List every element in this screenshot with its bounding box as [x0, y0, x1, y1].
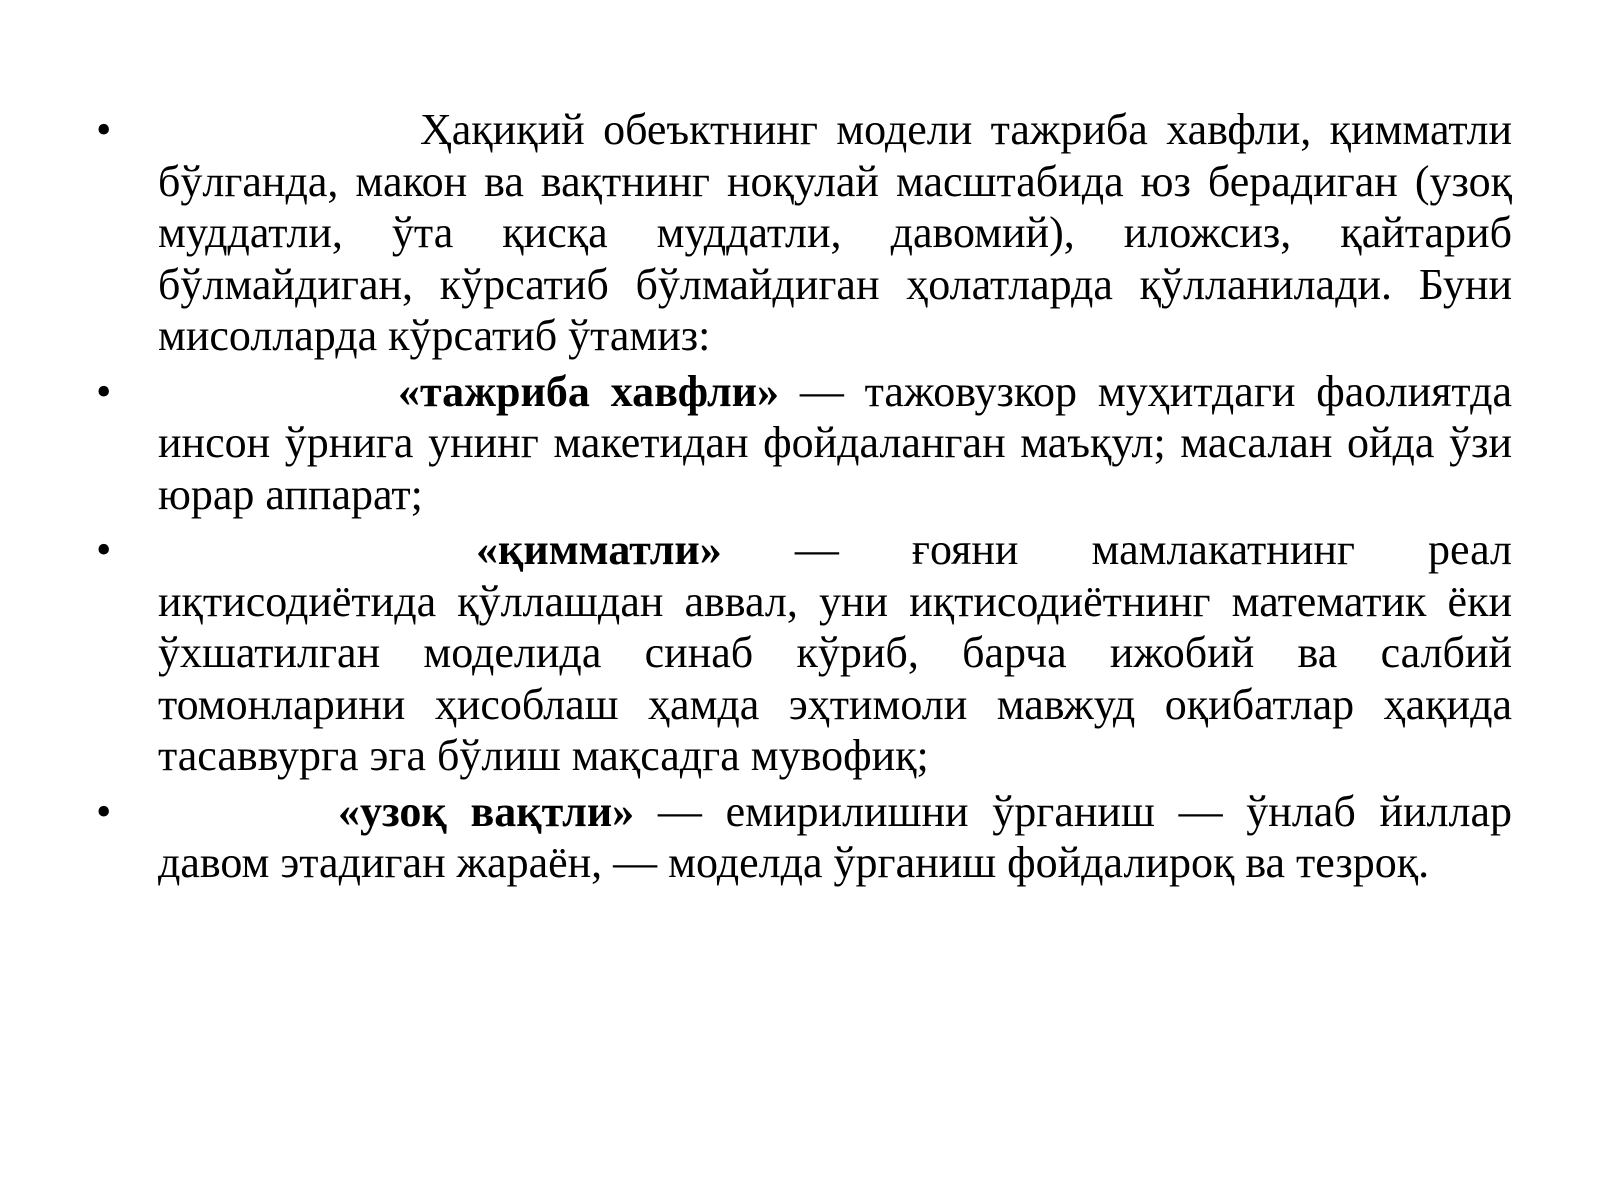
bullet-item-expensive — [96, 524, 1512, 782]
bullet-dot-icon: • — [96, 366, 112, 416]
bullet-item-long-term — [96, 786, 1512, 889]
bullet-term: «тажриба хавфли» — [398, 366, 780, 416]
bullet-text: — емирилишни ўрганиш — ўнлаб йиллар давом этадиган жараён, — моделда ўрганиш фойдалироқ ва тезроқ. — [158, 786, 1512, 887]
bullet-list — [96, 104, 1512, 893]
bullet-dot-icon: • — [96, 786, 112, 836]
bullet-text: — ғояни мамлакатнинг реал иқтисодиётида қўллашдан аввал, уни иқтисодиётнинг математик ёки ўхшатилган моделида синаб кўриб, барча ижобий ва салбий томонларини ҳисоблаш ҳамда эҳтимоли мавжуд оқибатлар ҳақида тасаввурга эга бўлиш мақсадга мувофиқ; — [158, 525, 1512, 780]
bullet-text: Ҳақиқий обеъктнинг модели тажриба хавфли, қимматли бўлганда, макон ва вақтнинг ноқулай масштабида юз берадиган (узоқ муддатли, ўта қисқа муддатли, давомий), иложсиз, қайтариб бўлмайдиган, кўрсатиб бўлмайдиган ҳолатларда қўлланилади. Буни мисолларда кўрсатиб ўтамиз: — [158, 105, 1512, 360]
bullet-term: «қимматли» — [476, 525, 722, 574]
bullet-dot-icon: • — [96, 525, 112, 574]
bullet-item-dangerous — [96, 366, 1512, 521]
bullet-term: «узоқ вақтли» — [338, 786, 635, 836]
bullet-item-intro — [96, 104, 1512, 362]
bullet-dot-icon: • — [96, 105, 112, 154]
bullet-text: — тажовузкор муҳитдаги фаолиятда инсон ўрнига унинг макетидан фойдаланган маъқул; масалан ойда ўзи юрар аппарат; — [158, 366, 1512, 519]
